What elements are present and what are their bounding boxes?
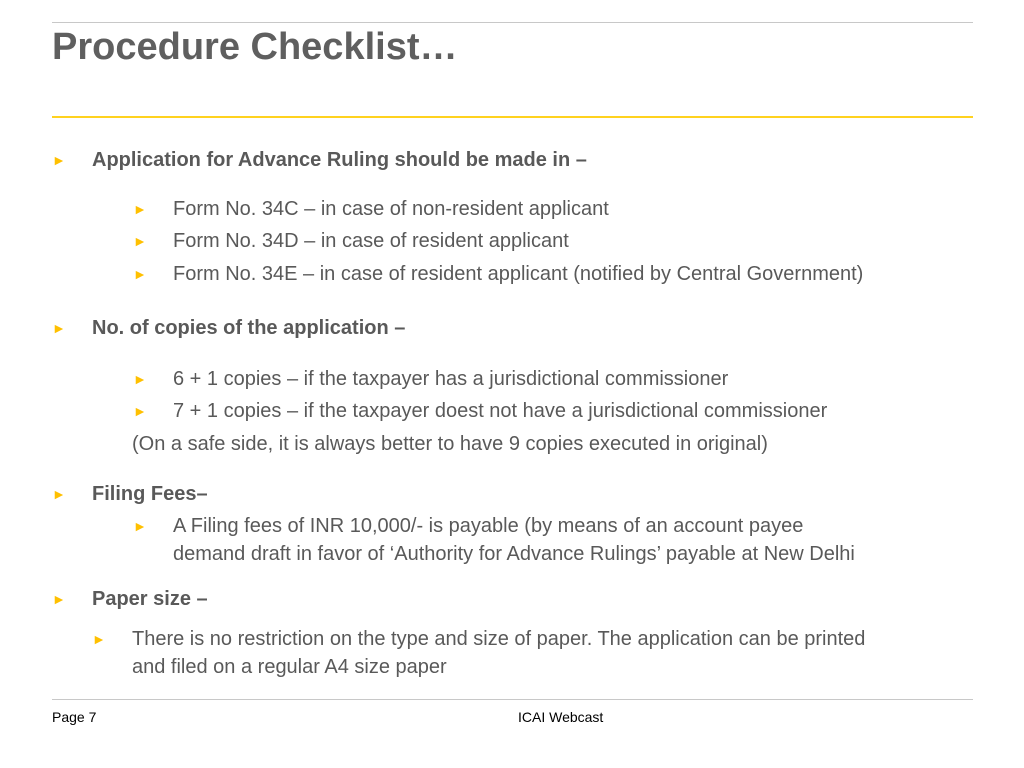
section-heading-text: Filing Fees– bbox=[92, 483, 208, 505]
list-item-text: A Filing fees of INR 10,000/- is payable (by means of an account payee bbox=[173, 515, 804, 537]
title-underline bbox=[52, 116, 973, 118]
footer-caption: ICAI Webcast bbox=[518, 709, 604, 725]
slide-title: Procedure Checklist… bbox=[52, 26, 458, 68]
page-number: Page 7 bbox=[52, 709, 97, 725]
bullet-arrow-icon: ► bbox=[133, 233, 147, 249]
bullet-arrow-icon: ► bbox=[133, 403, 147, 419]
footer-divider bbox=[52, 699, 973, 700]
bullet-arrow-icon: ► bbox=[52, 152, 66, 168]
list-item-text: and filed on a regular A4 size paper bbox=[132, 656, 447, 678]
bullet-arrow-icon: ► bbox=[133, 371, 147, 387]
list-item-text: There is no restriction on the type and size of paper. The application can be printed bbox=[132, 628, 866, 650]
bullet-arrow-icon: ► bbox=[52, 486, 66, 502]
section-heading-text: Paper size – bbox=[92, 588, 208, 610]
bullet-arrow-icon: ► bbox=[133, 201, 147, 217]
list-item-text: Form No. 34D – in case of resident applicant bbox=[173, 230, 569, 252]
bullet-arrow-icon: ► bbox=[52, 320, 66, 336]
section-heading-text: Application for Advance Ruling should be made in – bbox=[92, 149, 587, 171]
copies-note: (On a safe side, it is always better to have 9 copies executed in original) bbox=[132, 433, 768, 455]
list-item-text: demand draft in favor of ‘Authority for Advance Rulings’ payable at New Delhi bbox=[173, 543, 855, 565]
list-item-text: 7 + 1 copies – if the taxpayer doest not have a jurisdictional commissioner bbox=[173, 400, 828, 422]
list-item-text: Form No. 34C – in case of non-resident applicant bbox=[173, 198, 609, 220]
list-item-text: Form No. 34E – in case of resident applicant (notified by Central Government) bbox=[173, 263, 864, 285]
section-heading-text: No. of copies of the application – bbox=[92, 317, 406, 339]
list-item-text: 6 + 1 copies – if the taxpayer has a jurisdictional commissioner bbox=[173, 368, 729, 390]
top-divider bbox=[52, 22, 973, 23]
bullet-arrow-icon: ► bbox=[52, 591, 66, 607]
bullet-arrow-icon: ► bbox=[133, 518, 147, 534]
bullet-arrow-icon: ► bbox=[92, 631, 106, 647]
bullet-arrow-icon: ► bbox=[133, 266, 147, 282]
